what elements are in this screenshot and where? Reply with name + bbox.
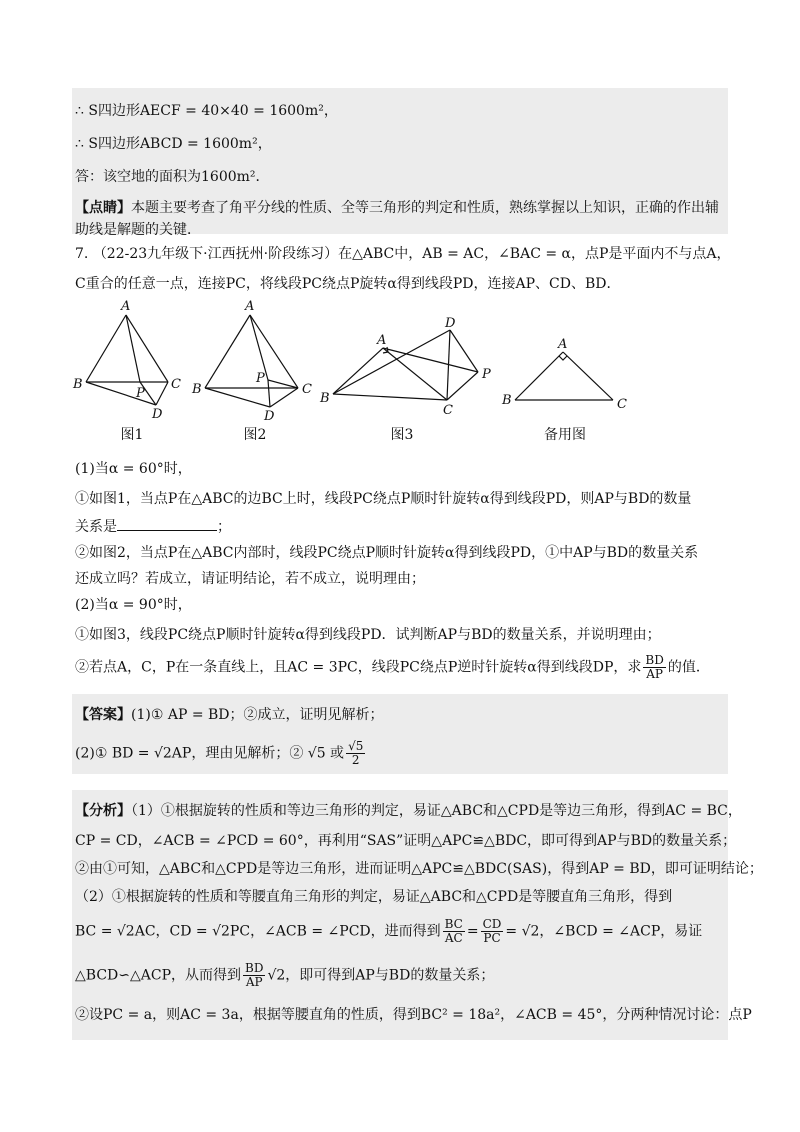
- fig3-label-A: A: [377, 333, 387, 348]
- problem-stem-1: [75, 243, 731, 263]
- answer-fraction-numerator: √5: [348, 739, 364, 753]
- question-2: (2)当α = 90°时，: [75, 597, 192, 613]
- spare-figure-diagram: [515, 352, 613, 400]
- answer-label: 【答案】: [75, 707, 131, 723]
- fig2-label-D: D: [264, 409, 275, 424]
- spare-figure-caption: 备用图: [544, 427, 586, 443]
- analysis-text-5b: = √2，∠BCD = ∠ACP，易证: [505, 923, 703, 940]
- solution-conclusion: 答：该空地的面积为1600m²．: [75, 169, 270, 185]
- fig1-label-C: C: [171, 377, 181, 392]
- analysis-text-5a: BC = √2AC，CD = √2PC，∠ACB = ∠PCD，进而得到: [75, 923, 441, 940]
- problem-stem-text-1: 在△ABC中，AB = AC，∠BAC = α，点P是平面内不与点A，: [338, 246, 731, 262]
- fig3-label-P: P: [482, 367, 491, 382]
- figure-3-caption: 图3: [390, 427, 414, 443]
- analysis-fraction-3-den: AP: [245, 975, 263, 990]
- question-2b-end: 的值．: [667, 659, 710, 676]
- figure-2-caption: 图2: [243, 427, 267, 443]
- fig2-label-C: C: [302, 382, 312, 397]
- fig2-label-A: A: [245, 300, 255, 314]
- solution-line-2: ∴ S四边形ABCD = 1600m²，: [75, 136, 272, 152]
- analysis-line-7: ②设PC = a，则AC = 3a，根据等腰直角的性质，得到BC² = 18a²，∠ACB = 45°，分两种情况讨论：点P: [75, 1007, 752, 1023]
- question-1b-line-1: ②如图2，当点P在△ABC内部时，线段PC绕点P顺时针旋转α得到线段PD，①中AP与BD的数量关系: [75, 545, 699, 561]
- tip-label: 【点睛】: [75, 200, 131, 216]
- question-1a-line-2: [75, 516, 231, 536]
- analysis-fraction-1-num: BC: [444, 917, 463, 931]
- fig1-label-P: P: [136, 386, 145, 401]
- question-1a-line-1: ①如图1，当点P在△ABC的边BC上时，线段PC绕点P顺时针旋转α得到线段PD，则AP与BD的数量: [75, 491, 692, 507]
- fig3-label-C: C: [443, 403, 453, 418]
- problem-stem-2: C重合的任意一点，连接PC，将线段PC绕点P旋转α得到线段PD，连接AP、CD、BD．: [75, 276, 621, 292]
- spare-label-A: A: [558, 337, 568, 352]
- analysis-text-1: （1）①根据旋转的性质和等边三角形的判定，易证△ABC和△CPD是等边三角形，得到AC = BC，: [131, 803, 742, 819]
- question-2a: ①如图3，线段PC绕点P顺时针旋转α得到线段PD．试判断AP与BD的数量关系，并说明理由；: [75, 627, 661, 643]
- ratio-numerator: BD: [645, 653, 664, 667]
- solution-line-1: ∴ S四边形AECF = 40×40 = 1600m²，: [75, 103, 338, 119]
- question-1: (1)当α = 60°时，: [75, 461, 192, 477]
- ratio-denominator: AP: [646, 667, 663, 682]
- tip-line-2: 助线是解题的关键．: [75, 222, 201, 238]
- analysis-line-1: [75, 800, 742, 820]
- fig1-label-B: B: [73, 377, 83, 392]
- analysis-equals: =: [466, 923, 479, 940]
- fig1-label-D: D: [152, 407, 163, 422]
- tip-text: 本题主要考查了角平分线的性质、全等三角形的判定和性质，熟练掌握以上知识，正确的作出辅: [131, 200, 719, 216]
- analysis-fraction-3-num: BD: [245, 961, 264, 975]
- analysis-label: 【分析】: [75, 803, 131, 819]
- answer-line-1: [75, 704, 384, 724]
- problem-number: 7.: [75, 246, 89, 262]
- analysis-fraction-2-num: CD: [482, 917, 502, 931]
- fig1-label-A: A: [121, 300, 131, 314]
- answer-line-2: [75, 740, 367, 767]
- question-1a-prefix: 关系是: [75, 519, 117, 535]
- answer-fraction: [346, 740, 365, 767]
- analysis-line-3: ②由①可知，△ABC和△CPD是等边三角形，进而证明△APC≌△BDC(SAS)，得到AP = BD，即可证明结论；: [75, 861, 763, 877]
- figure-1-diagram: [86, 315, 168, 405]
- figure-2-diagram: [205, 315, 298, 407]
- analysis-fraction-2: [481, 918, 504, 945]
- answer-part-2: (2)① BD = √2AP，理由见解析；② √5 或: [75, 745, 345, 762]
- analysis-line-2: CP = CD，∠ACB = ∠PCD = 60°，再利用“SAS”证明△APC≌△BDC，即可得到AP与BD的数量关系；: [75, 833, 737, 849]
- spare-label-C: C: [617, 397, 627, 412]
- analysis-line-6: [75, 962, 494, 989]
- analysis-fraction-1: [443, 918, 465, 945]
- analysis-text-6a: △BCD∽△ACP，从而得到: [75, 967, 241, 984]
- figure-1-caption: 图1: [120, 427, 144, 443]
- question-2b-text: ②若点A，C，P在一条直线上，且AC = 3PC，线段PC绕点P逆时针旋转α得到线段DP，求: [75, 659, 642, 676]
- fig2-label-B: B: [192, 382, 202, 397]
- analysis-fraction-3: [243, 962, 265, 989]
- question-2b: [75, 654, 710, 681]
- answer-blank[interactable]: [117, 518, 217, 531]
- answer-part-1: (1)① AP = BD；②成立，证明见解析；: [131, 707, 384, 723]
- analysis-line-4: （2）①根据旋转的性质和等腰直角三角形的判定，易证△ABC和△CPD是等腰直角三角形，得到: [75, 889, 673, 905]
- fig2-label-P: P: [256, 371, 265, 386]
- problem-source: （22-23九年级下·江西抚州·阶段练习）: [92, 246, 339, 262]
- fig3-label-B: B: [320, 391, 330, 406]
- analysis-fraction-2-den: PC: [483, 931, 501, 946]
- ratio-fraction: [643, 654, 665, 681]
- answer-fraction-denominator: 2: [351, 753, 360, 768]
- analysis-block: [72, 790, 728, 1040]
- analysis-fraction-1-den: AC: [444, 931, 463, 946]
- analysis-text-6b: √2，即可得到AP与BD的数量关系；: [267, 967, 495, 984]
- fig3-label-D: D: [445, 316, 456, 331]
- analysis-line-5: [75, 918, 702, 945]
- tip-line: [75, 197, 719, 217]
- question-1a-end: ；: [217, 519, 231, 535]
- figure-3-diagram: [333, 330, 478, 400]
- question-1b-line-2: 还成立吗？若成立，请证明结论，若不成立，说明理由；: [75, 571, 425, 587]
- spare-label-B: B: [502, 393, 512, 408]
